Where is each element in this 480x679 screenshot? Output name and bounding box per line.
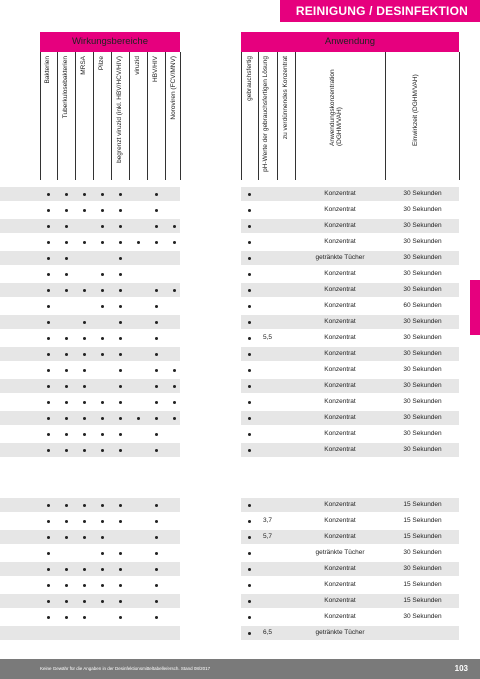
table-row	[0, 299, 480, 313]
check-dot	[155, 616, 158, 619]
exposure-time: 30 Sekunden	[403, 398, 442, 405]
exposure-time: 30 Sekunden	[403, 318, 442, 325]
check-dot	[101, 536, 104, 539]
column-divider	[147, 52, 148, 180]
check-dot	[83, 520, 86, 523]
table-row	[0, 546, 480, 560]
check-dot	[119, 369, 122, 372]
row-shade	[0, 219, 180, 233]
check-dot	[248, 257, 251, 260]
column-divider	[57, 52, 58, 180]
concentration: Konzentrat	[324, 430, 356, 437]
footer-note: Keine Gewähr für die Angaben in der Desinfektionsmitteltabelle/ersch. Stand 08/2017	[40, 666, 211, 671]
check-dot	[119, 504, 122, 507]
check-dot	[65, 209, 68, 212]
exposure-time: 30 Sekunden	[403, 430, 442, 437]
check-dot	[101, 433, 104, 436]
check-dot	[65, 241, 68, 244]
concentration: Konzentrat	[324, 366, 356, 373]
row-shade	[0, 315, 180, 329]
column-label: Bakterien	[44, 56, 51, 84]
check-dot	[119, 289, 122, 292]
check-dot	[101, 225, 104, 228]
footer	[0, 659, 480, 679]
check-dot	[119, 401, 122, 404]
check-dot	[155, 337, 158, 340]
check-dot	[65, 401, 68, 404]
check-dot	[101, 568, 104, 571]
check-dot	[47, 241, 50, 244]
check-dot	[119, 552, 122, 555]
table-row	[0, 443, 480, 457]
check-dot	[119, 321, 122, 324]
check-dot	[248, 616, 251, 619]
exposure-time: 30 Sekunden	[403, 206, 442, 213]
exposure-time: 30 Sekunden	[403, 382, 442, 389]
concentration: Konzentrat	[324, 533, 356, 540]
check-dot	[47, 305, 50, 308]
check-dot	[248, 273, 251, 276]
check-dot	[155, 289, 158, 292]
table-row	[0, 411, 480, 425]
check-dot	[65, 337, 68, 340]
concentration: Konzentrat	[324, 302, 356, 309]
check-dot	[47, 417, 50, 420]
check-dot	[83, 369, 86, 372]
row-shade	[0, 562, 180, 576]
concentration: Konzentrat	[324, 206, 356, 213]
table-row	[0, 562, 480, 576]
column-divider	[75, 52, 76, 180]
check-dot	[83, 385, 86, 388]
check-dot	[137, 417, 140, 420]
row-shade	[0, 626, 180, 640]
exposure-time: 30 Sekunden	[403, 549, 442, 556]
check-dot	[155, 305, 158, 308]
check-dot	[155, 193, 158, 196]
ph-value: 5,7	[262, 533, 273, 540]
check-dot	[65, 433, 68, 436]
column-divider	[241, 52, 242, 180]
check-dot	[47, 600, 50, 603]
column-divider	[93, 52, 94, 180]
check-dot	[65, 273, 68, 276]
column-label: gebrauchsfertig	[246, 56, 253, 101]
concentration: Konzentrat	[324, 350, 356, 357]
check-dot	[119, 433, 122, 436]
check-dot	[155, 536, 158, 539]
concentration: Konzentrat	[324, 382, 356, 389]
check-dot	[101, 449, 104, 452]
column-divider	[111, 52, 112, 180]
check-dot	[65, 616, 68, 619]
check-dot	[83, 241, 86, 244]
table-row	[0, 235, 480, 249]
check-dot	[248, 289, 251, 292]
check-dot	[47, 257, 50, 260]
table-row	[0, 363, 480, 377]
check-dot	[47, 449, 50, 452]
check-dot	[248, 552, 251, 555]
table-row	[0, 203, 480, 217]
check-dot	[248, 241, 251, 244]
check-dot	[119, 385, 122, 388]
check-dot	[119, 273, 122, 276]
row-shade	[0, 283, 180, 297]
column-divider	[277, 52, 278, 180]
concentration: Konzentrat	[324, 190, 356, 197]
check-dot	[65, 600, 68, 603]
check-dot	[248, 632, 251, 635]
check-dot	[83, 449, 86, 452]
check-dot	[155, 433, 158, 436]
check-dot	[155, 241, 158, 244]
table-row	[0, 315, 480, 329]
exposure-time: 30 Sekunden	[403, 190, 442, 197]
concentration: Konzentrat	[324, 517, 356, 524]
table-row	[0, 219, 480, 233]
exposure-time: 15 Sekunden	[403, 533, 442, 540]
check-dot	[119, 353, 122, 356]
column-label: Anwendungskonzentration (DGHM/VAH)	[329, 69, 343, 146]
check-dot	[155, 385, 158, 388]
row-shade	[0, 443, 180, 457]
check-dot	[119, 225, 122, 228]
check-dot	[83, 289, 86, 292]
check-dot	[47, 401, 50, 404]
concentration: Konzentrat	[324, 270, 356, 277]
concentration: Konzentrat	[324, 613, 356, 620]
check-dot	[173, 401, 176, 404]
table-row	[0, 187, 480, 201]
check-dot	[83, 417, 86, 420]
concentration: Konzentrat	[324, 501, 356, 508]
column-label: Pilze	[98, 56, 105, 71]
check-dot	[83, 600, 86, 603]
concentration: Konzentrat	[324, 446, 356, 453]
table-row	[0, 530, 480, 544]
row-shade	[0, 411, 180, 425]
check-dot	[155, 353, 158, 356]
check-dot	[155, 209, 158, 212]
exposure-time: 15 Sekunden	[403, 517, 442, 524]
check-dot	[83, 584, 86, 587]
check-dot	[248, 417, 251, 420]
concentration: Konzentrat	[324, 597, 356, 604]
check-dot	[101, 337, 104, 340]
check-dot	[83, 433, 86, 436]
side-tab-marker	[470, 280, 480, 335]
exposure-time: 30 Sekunden	[403, 366, 442, 373]
check-dot	[155, 225, 158, 228]
column-label: Noroviren (FCV/MNV)	[170, 56, 177, 120]
check-dot	[119, 337, 122, 340]
check-dot	[248, 225, 251, 228]
table-row	[0, 267, 480, 281]
column-divider	[40, 52, 41, 180]
concentration: Konzentrat	[324, 286, 356, 293]
check-dot	[65, 449, 68, 452]
row-shade	[0, 379, 180, 393]
check-dot	[47, 552, 50, 555]
page-number: 103	[454, 664, 468, 673]
exposure-time: 30 Sekunden	[403, 414, 442, 421]
check-dot	[248, 536, 251, 539]
table-row	[0, 578, 480, 592]
check-dot	[101, 520, 104, 523]
row-shade	[0, 251, 180, 265]
check-dot	[173, 289, 176, 292]
column-divider	[459, 52, 460, 180]
table-row	[0, 594, 480, 608]
check-dot	[155, 600, 158, 603]
exposure-time: 30 Sekunden	[403, 446, 442, 453]
check-dot	[155, 504, 158, 507]
column-label: begrenzt viruzid (inkl. HBV/HCV/HIV)	[116, 56, 123, 163]
check-dot	[155, 401, 158, 404]
section-header-anwendung: Anwendung	[241, 32, 459, 52]
table-row	[0, 626, 480, 640]
check-dot	[248, 568, 251, 571]
check-dot	[119, 305, 122, 308]
column-divider	[129, 52, 130, 180]
check-dot	[248, 353, 251, 356]
check-dot	[248, 193, 251, 196]
check-dot	[47, 616, 50, 619]
check-dot	[119, 600, 122, 603]
exposure-time: 15 Sekunden	[403, 597, 442, 604]
table-row	[0, 379, 480, 393]
check-dot	[65, 353, 68, 356]
check-dot	[47, 385, 50, 388]
check-dot	[83, 353, 86, 356]
row-shade	[0, 530, 180, 544]
check-dot	[65, 289, 68, 292]
column-divider	[165, 52, 166, 180]
check-dot	[248, 401, 251, 404]
check-dot	[101, 552, 104, 555]
check-dot	[83, 568, 86, 571]
row-shade	[0, 594, 180, 608]
page-title: REINIGUNG / DESINFEKTION	[280, 0, 480, 22]
table-row	[0, 283, 480, 297]
check-dot	[155, 321, 158, 324]
check-dot	[47, 369, 50, 372]
check-dot	[248, 321, 251, 324]
check-dot	[47, 433, 50, 436]
check-dot	[248, 584, 251, 587]
check-dot	[83, 536, 86, 539]
exposure-time: 30 Sekunden	[403, 270, 442, 277]
check-dot	[47, 504, 50, 507]
check-dot	[119, 616, 122, 619]
column-label: MRSA	[80, 56, 87, 75]
exposure-time: 15 Sekunden	[403, 581, 442, 588]
check-dot	[248, 369, 251, 372]
check-dot	[65, 504, 68, 507]
check-dot	[101, 241, 104, 244]
ph-value: 5,5	[262, 334, 273, 341]
check-dot	[65, 584, 68, 587]
check-dot	[101, 417, 104, 420]
ph-value: 6,5	[262, 629, 273, 636]
column-divider	[385, 52, 386, 180]
check-dot	[155, 584, 158, 587]
check-dot	[83, 504, 86, 507]
concentration: Konzentrat	[324, 238, 356, 245]
column-label: viruzid	[134, 56, 141, 75]
check-dot	[101, 504, 104, 507]
exposure-time: 30 Sekunden	[403, 565, 442, 572]
check-dot	[155, 552, 158, 555]
section-header-wirkungsbereiche: Wirkungsbereiche	[40, 32, 180, 52]
check-dot	[173, 369, 176, 372]
check-dot	[65, 385, 68, 388]
check-dot	[248, 600, 251, 603]
check-dot	[47, 353, 50, 356]
check-dot	[83, 209, 86, 212]
concentration: getränkte Tücher	[315, 549, 365, 556]
exposure-time: 30 Sekunden	[403, 334, 442, 341]
check-dot	[101, 401, 104, 404]
column-label: zu verdünnendes Konzentrat	[282, 56, 289, 140]
check-dot	[119, 257, 122, 260]
check-dot	[65, 369, 68, 372]
check-dot	[155, 568, 158, 571]
check-dot	[83, 193, 86, 196]
check-dot	[47, 193, 50, 196]
check-dot	[173, 225, 176, 228]
check-dot	[47, 209, 50, 212]
column-divider	[180, 52, 181, 180]
check-dot	[47, 520, 50, 523]
exposure-time: 30 Sekunden	[403, 238, 442, 245]
check-dot	[173, 241, 176, 244]
column-label: Tuberkulosebakterien	[62, 56, 69, 119]
concentration: Konzentrat	[324, 318, 356, 325]
check-dot	[248, 337, 251, 340]
row-shade	[0, 187, 180, 201]
row-shade	[0, 498, 180, 512]
check-dot	[47, 536, 50, 539]
table-row	[0, 347, 480, 361]
check-dot	[119, 417, 122, 420]
check-dot	[101, 273, 104, 276]
check-dot	[65, 225, 68, 228]
column-label: pH-Werte der gebrauchsfertigen Lösung	[262, 56, 269, 172]
check-dot	[83, 321, 86, 324]
table-row	[0, 251, 480, 265]
check-dot	[101, 193, 104, 196]
check-dot	[47, 584, 50, 587]
check-dot	[101, 353, 104, 356]
check-dot	[155, 417, 158, 420]
concentration: Konzentrat	[324, 581, 356, 588]
table-row	[0, 498, 480, 512]
exposure-time: 30 Sekunden	[403, 350, 442, 357]
table-row	[0, 331, 480, 345]
check-dot	[248, 449, 251, 452]
exposure-time: 30 Sekunden	[403, 286, 442, 293]
check-dot	[83, 337, 86, 340]
check-dot	[65, 520, 68, 523]
concentration: getränkte Tücher	[315, 254, 365, 261]
concentration: Konzentrat	[324, 565, 356, 572]
check-dot	[101, 600, 104, 603]
concentration: Konzentrat	[324, 222, 356, 229]
check-dot	[155, 520, 158, 523]
exposure-time: 60 Sekunden	[403, 302, 442, 309]
check-dot	[65, 257, 68, 260]
check-dot	[173, 417, 176, 420]
check-dot	[65, 417, 68, 420]
check-dot	[248, 504, 251, 507]
check-dot	[248, 385, 251, 388]
check-dot	[83, 616, 86, 619]
column-label: HBV/HIV	[152, 56, 159, 83]
check-dot	[119, 584, 122, 587]
check-dot	[101, 289, 104, 292]
check-dot	[119, 193, 122, 196]
check-dot	[155, 369, 158, 372]
check-dot	[47, 289, 50, 292]
check-dot	[65, 193, 68, 196]
concentration: Konzentrat	[324, 334, 356, 341]
table-row	[0, 395, 480, 409]
check-dot	[47, 321, 50, 324]
check-dot	[101, 584, 104, 587]
table-row	[0, 427, 480, 441]
row-shade	[0, 347, 180, 361]
ph-value: 3,7	[262, 517, 273, 524]
check-dot	[119, 449, 122, 452]
exposure-time: 30 Sekunden	[403, 613, 442, 620]
exposure-time: 30 Sekunden	[403, 222, 442, 229]
exposure-time: 15 Sekunden	[403, 501, 442, 508]
check-dot	[65, 536, 68, 539]
check-dot	[173, 385, 176, 388]
check-dot	[248, 305, 251, 308]
table-row	[0, 610, 480, 624]
check-dot	[65, 568, 68, 571]
check-dot	[119, 209, 122, 212]
check-dot	[119, 241, 122, 244]
exposure-time: 30 Sekunden	[403, 254, 442, 261]
check-dot	[248, 433, 251, 436]
check-dot	[248, 209, 251, 212]
check-dot	[47, 568, 50, 571]
check-dot	[47, 273, 50, 276]
table-row	[0, 514, 480, 528]
check-dot	[83, 401, 86, 404]
check-dot	[101, 305, 104, 308]
concentration: getränkte Tücher	[315, 629, 365, 636]
column-label: Einwirkzeit (DGHM/VAH)	[412, 74, 419, 146]
concentration: Konzentrat	[324, 414, 356, 421]
check-dot	[155, 449, 158, 452]
check-dot	[119, 520, 122, 523]
check-dot	[47, 337, 50, 340]
check-dot	[101, 209, 104, 212]
check-dot	[248, 520, 251, 523]
check-dot	[137, 241, 140, 244]
check-dot	[119, 568, 122, 571]
concentration: Konzentrat	[324, 398, 356, 405]
check-dot	[47, 225, 50, 228]
